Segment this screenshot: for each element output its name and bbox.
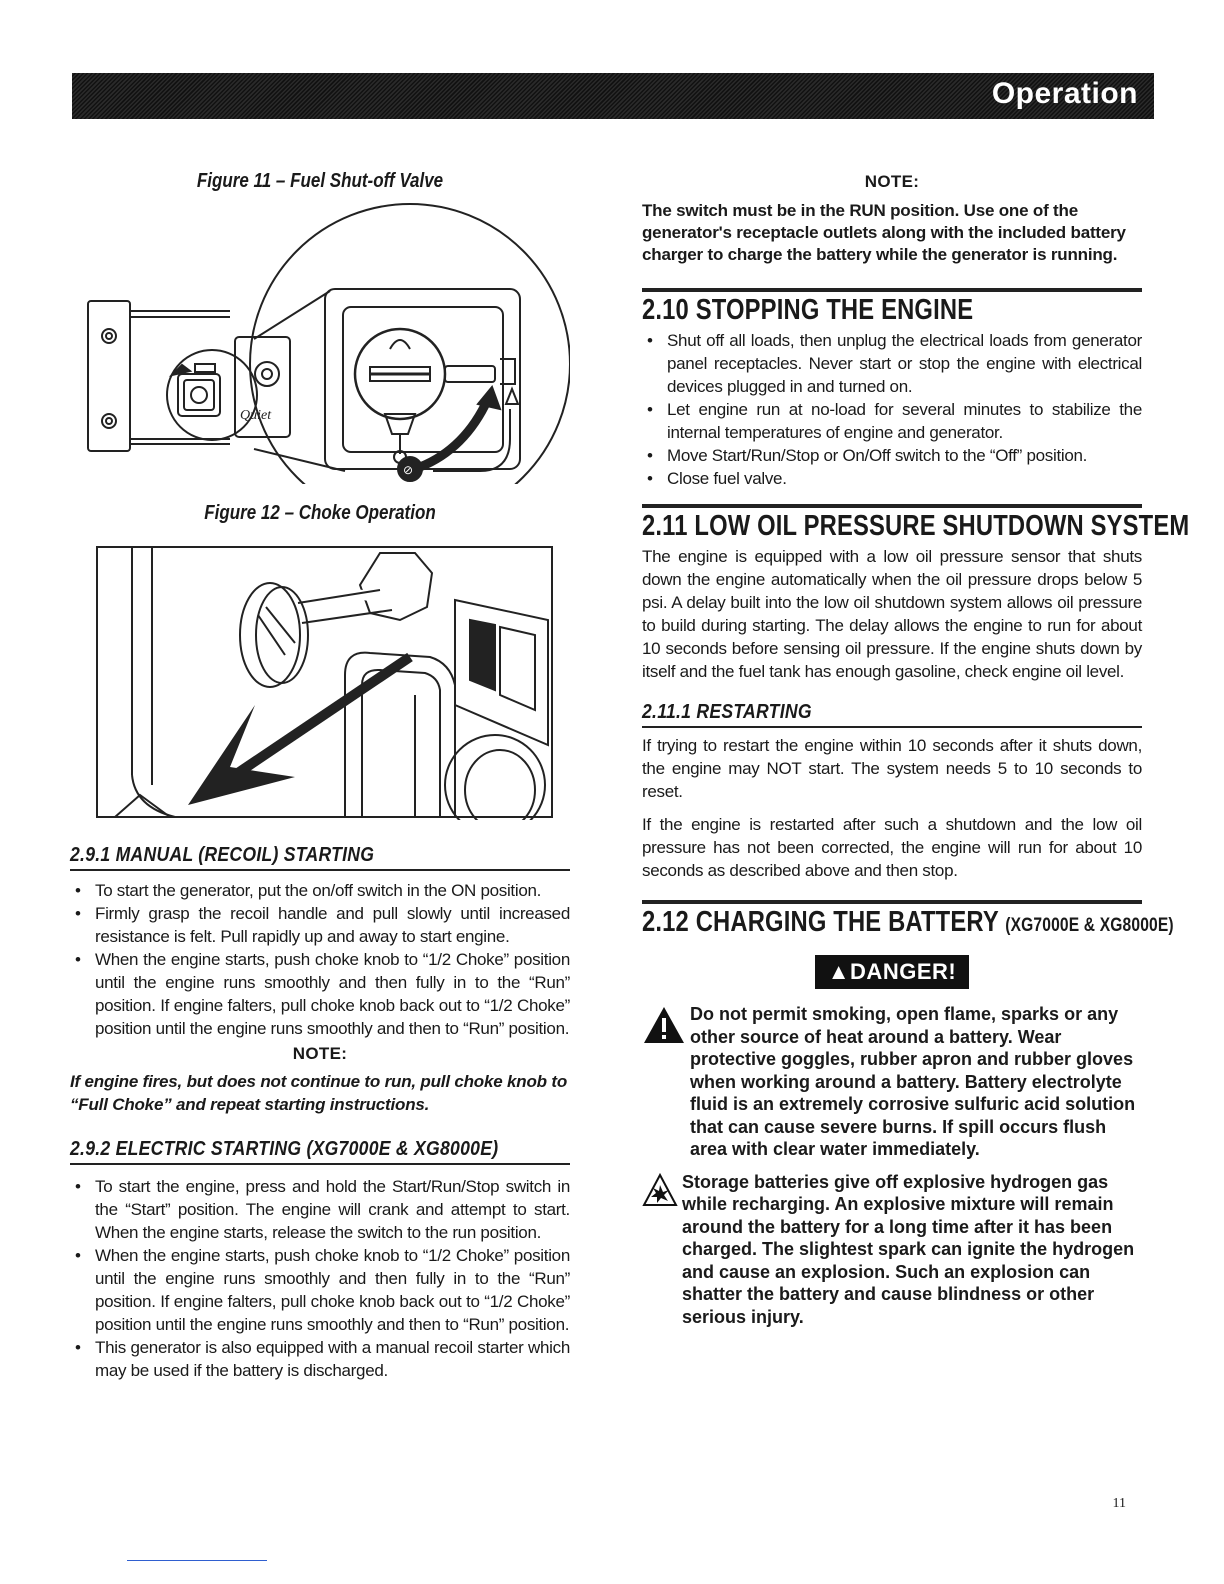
danger-badge: ▲DANGER!	[815, 955, 969, 989]
note-text: If engine fires, but does not continue to run, pull choke knob to “Full Choke” and repeat starting instructions.	[70, 1072, 568, 1114]
svg-text:⊘: ⊘	[403, 463, 414, 477]
section-2-9-2-list	[70, 1175, 570, 1382]
restarting-paragraph-1: If trying to restart the engine within 10 seconds after it shuts down, the engine may NOT start. The system needs 5 to 10 seconds to reset.	[642, 736, 1142, 801]
warning-triangle-icon: ▲	[827, 959, 851, 984]
list-item: • Move Start/Run/Stop or On/Off switch to the “Off” position.	[642, 444, 1142, 467]
section-header-bar	[72, 73, 1154, 119]
list-item: • When the engine starts, push choke knob to “1/2 Choke” position until the engine runs smoothly and then fully in to the “Run” position. If engine falters, pull choke knob back out to “1/2 Choke” position until the engine runs smoothly and then to “Run” position.	[70, 1244, 570, 1336]
list-item: • This generator is also equipped with a manual recoil starter which may be used if the battery is discharged.	[70, 1336, 570, 1382]
section-2-10-heading: 2.10 STOPPING THE ENGINE	[642, 288, 1142, 327]
svg-text:Quiet: Quiet	[240, 408, 272, 423]
section-2-9-2-heading: 2.9.2 ELECTRIC STARTING (XG7000E & XG8000E)	[70, 1138, 570, 1165]
warning-triangle-icon	[642, 1005, 686, 1045]
note-label: NOTE:	[864, 172, 920, 191]
section-title: Operation	[991, 77, 1138, 110]
list-item: • To start the generator, put the on/off switch in the ON position.	[70, 879, 570, 902]
restarting-paragraph-2: If the engine is restarted after such a shutdown and the low oil pressure has not been corrected, the engine will run for about 10 seconds as described above and then stop.	[642, 815, 1142, 880]
section-2-9-1-heading: 2.9.1 MANUAL (RECOIL) STARTING	[70, 844, 570, 871]
danger-warning-2: Storage batteries give off explosive hydrogen gas while recharging. An explosive mixture will remain around the battery for a long time after it has been charged. The slightest spark can ignite the hydrogen and cause an explosion. Such an explosion can shatter the battery and cause blindness or other serious injury.	[642, 1171, 1142, 1329]
footer-rule	[127, 1560, 267, 1561]
choke-illustration	[70, 545, 570, 820]
list-item: • Let engine run at no-load for several minutes to stabilize the internal temperatures of engine and generator.	[642, 398, 1142, 444]
note-label: NOTE:	[292, 1044, 348, 1063]
fuel-valve-illustration	[70, 199, 570, 484]
list-item: • Shut off all loads, then unplug the electrical loads from generator panel receptacles. Never start or stop the engine with electrical devices plugged in and turned on.	[642, 329, 1142, 398]
note-text: The switch must be in the RUN position. Use one of the generator's receptacle outlets along with the included battery charger to charge the battery while the generator is running.	[642, 201, 1126, 264]
page-number: 11	[1112, 1496, 1126, 1511]
list-item: • Firmly grasp the recoil handle and pull slowly until increased resistance is felt. Pull rapidly up and away to start engine.	[70, 902, 570, 948]
section-2-12-heading: 2.12 CHARGING THE BATTERY (XG7000E & XG8000E)	[642, 900, 1142, 939]
list-item: • To start the engine, press and hold the Start/Run/Stop switch in the “Start” position. The engine will crank and attempt to start. When the engine starts, release the switch to the run position.	[70, 1175, 570, 1244]
section-2-9-1-list	[70, 879, 570, 1040]
list-item: • Close fuel valve.	[642, 467, 1142, 490]
danger-warning-1: Do not permit smoking, open flame, sparks or any other source of heat around a battery. Wear protective goggles, rubber apron and rubber gloves when working around a battery. Battery electrolyte fluid is an extremely corrosive sulfuric acid solution that can cause severe burns. If spill occurs flush area with clear water immediately.	[642, 1003, 1142, 1161]
figure-11-caption: Figure 11 – Fuel Shut-off Valve	[196, 170, 444, 192]
explosion-warning-icon	[642, 1173, 678, 1207]
left-column	[70, 170, 570, 1382]
section-2-11-1-heading: 2.11.1 RESTARTING	[642, 701, 1142, 728]
section-2-11-text: The engine is equipped with a low oil pressure sensor that shuts down the engine automatically when the oil pressure drops below 5 psi. A delay built into the low oil shutdown system allows oil pressure to build during starting. The delay allows the engine to run for about 10 seconds before sensing oil pressure. If the engine shuts down by itself and the fuel tank has enough gasoline, check engine oil level.	[642, 547, 1142, 681]
list-item: • When the engine starts, push choke knob to “1/2 Choke” position until the engine runs smoothly and then fully in to the “Run” position. If engine falters, pull choke knob back out to “1/2 Choke” position until the engine runs smoothly and then to “Run” position.	[70, 948, 570, 1040]
section-2-11-heading: 2.11 LOW OIL PRESSURE SHUTDOWN SYSTEM	[642, 504, 1142, 543]
right-column	[642, 172, 1190, 1328]
section-2-10-list	[642, 329, 1142, 490]
figure-12-caption: Figure 12 – Choke Operation	[204, 502, 436, 524]
